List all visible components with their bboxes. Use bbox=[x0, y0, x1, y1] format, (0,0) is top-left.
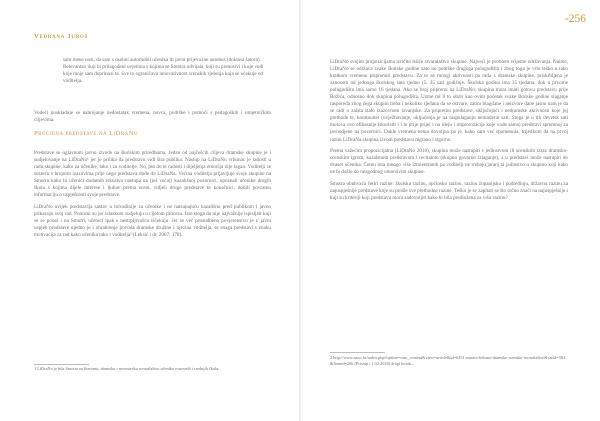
left-body bbox=[34, 150, 271, 239]
body-paragraph: Smotra obuhvaća četiri razine: školsku razinu, općinsku razinu, razinu županijsku i podredinju, državnu razinu za najuspješnije predstave koje su prošle sve prethodne razine. Teško je se zapitati se što točno znači na najuspješnije i koji su kriteriji koji predstavu mora zadovoljiti kako bi bila predložena za višu razinu? bbox=[330, 180, 568, 201]
body-paragraph: LiDraNo svojim propozicijama izričito ističe stvaralaštvo skupine. Najveći je problem vrijeme održavanja. Naime, LiDraNo se održava svake školske godine zato no podrške drugoga polugodišta i zbog toga je vrlo teško u tako kratkom vremenu pripremiti predstavu. Za to se mnogi aktivnosti pa rada s dramske skupine, priskrbljena je zanosom od jednoga školskog sata tjedno (5. 35 sati godišnje. Školska godina ima 35 tjedana, dok u prvome polugodištu ima samo 16 tjedana. Ako se broj pripremi na LiDraNo, skupina mora imati gotovu predstavu prije Božića, odnosno dok skupina polugodišta. Uzme mi li to obzir kao ovim početak svake školske godine slaganje rasporeda zbog čega skupini treba i nekoliko tjedana da se ostvare, zatim blagdane i neizvore dane jasno nam je da se radi o zaista stalo izazovnom izvanjske. Za pripremu predstave, uključujući i nedramske aktivnosti koje joj prethode te, kontinuitet (uvježbavanje, uključenja je na raspolaganju nemoderat sati. Stoga je u tih devetsk sati motova ovo efikasnije iskoristit i i te prije prijei i na ideju i improvizacije koje vode samoj predstavi spremnoj za javnodjene na pozornici. Dakle vremena nema dovoljno pa je, kako sam već spomenula, trijedkom da na prvoj razini LiDraNa skupina izvodi predstavu nigrano i sigurno. bbox=[330, 59, 568, 143]
running-head: Vedrana Juroš bbox=[34, 33, 89, 40]
body-paragraph: LiDraNo uvijek predstavlja sastav u tolvadinije za učenike i ne natsupajuću kazališnu pred publikom i javno prikazuju svoj rad. Ponosni su jer izlaskom sudjeluju u cijelom procesu. Isto stoga da nije najvažnije ispisljati koji se se posuš i na Smotri, učenici ipak s nestrpljivošću iščekuju. Jer se već prosudbeno povjerenstvo je s' javni uspjeh predstave ujedno je i ohrabrenje povoda dramske družine i njezina voditelja, se snaga predstavi s znaku motivacija za rad kako učenika tako i voditelja² (Leksić i dr. 2007: 178). bbox=[34, 203, 271, 239]
body-paragraph: Prema važećim propozicijama (LiDraNo 2016), skupina može nastupiti s jedinstvom ili scenskim izraz dramsko-scenskim igrom, kazalsnom predstavom i recitalom (skupno govorno izlaganje), a u predstavi može nastupiti do dvaset učenika. Čemu ima mnogo više izmientranih pa voditelji ne trebaju jaranj ta jedinstvo u skupinu koji kako ne bi došlo do nezgodnog umorsivim skupine. bbox=[330, 148, 568, 176]
block-quote bbox=[63, 57, 271, 85]
right-body bbox=[330, 59, 568, 202]
after-quote-block bbox=[34, 110, 271, 124]
footnote-rule bbox=[34, 364, 89, 365]
footnote: 2 http://www.azoo.hr/index.php?option=com_content&view=article&id=6351:smotra-lidrano-dramsko-scensko-stvaralaštvo&catid=384&Itemid=206 (Pristup i 1.02.2018) drugi korak... bbox=[330, 355, 565, 366]
page-number: -256 bbox=[564, 13, 586, 25]
body-paragraph: Predstave se uglavnom javno izvode na školskim priredbama. Jedan od najčešćih ciljeva dramske skupine je i sudjelovanje na LiDraNu¹ jer je prilika da predstavu vidi šira publika. Nastup na LiDraNu vrhunac je radosti u radu skupine, kako za učenike, tako i za voditelje. No, put do te radosti i dijeljenja emocija nije lagan. Voditelji se susreću s brojnim izazovima prije nego predstava dođe do LiDraNa. Većina voditelja prijavljuje svoje skupine na Smotru kako bi učenici dodatnih iskustvo nastupa na (još većoj) kazališnoj pozornici, upoznali učenike drugih škola s kojima dijele interese i ljubav prema sceni, vidjeli druge predstave te konačnici, dobili povratnu informaciju o uspješnosti svoje predstave. bbox=[34, 150, 271, 199]
quote-text: sam mene nosi, da sam s osobni automobil učenika iti javni prijevozne autobus (doktora šatora). Relevantan iluji bi prilagođeni uvjetima s kojima se Smotra odvijala, koji su prenosivi i koje vodi koje moje sam doprinosi te. Sve to ograničava innovativnost scenskih rješenja koja se očekuje od voditelja. bbox=[63, 57, 264, 85]
footnote-rule bbox=[330, 352, 385, 353]
footnote: 1 LiDraNo je bila Smotra za literarnu, dramsku i novinarsku stvaralaštvo učenika osnovnih i srednjih škola. bbox=[34, 366, 220, 371]
after-quote-paragraph: Vodeći poskladuje se nabrojanje nedostatak vremena, novca, podrške i pomoći s pedagoških i umjetničkim ciljevima. bbox=[34, 110, 271, 124]
section-heading: Procjena predstave na LiDraNu bbox=[34, 130, 138, 137]
